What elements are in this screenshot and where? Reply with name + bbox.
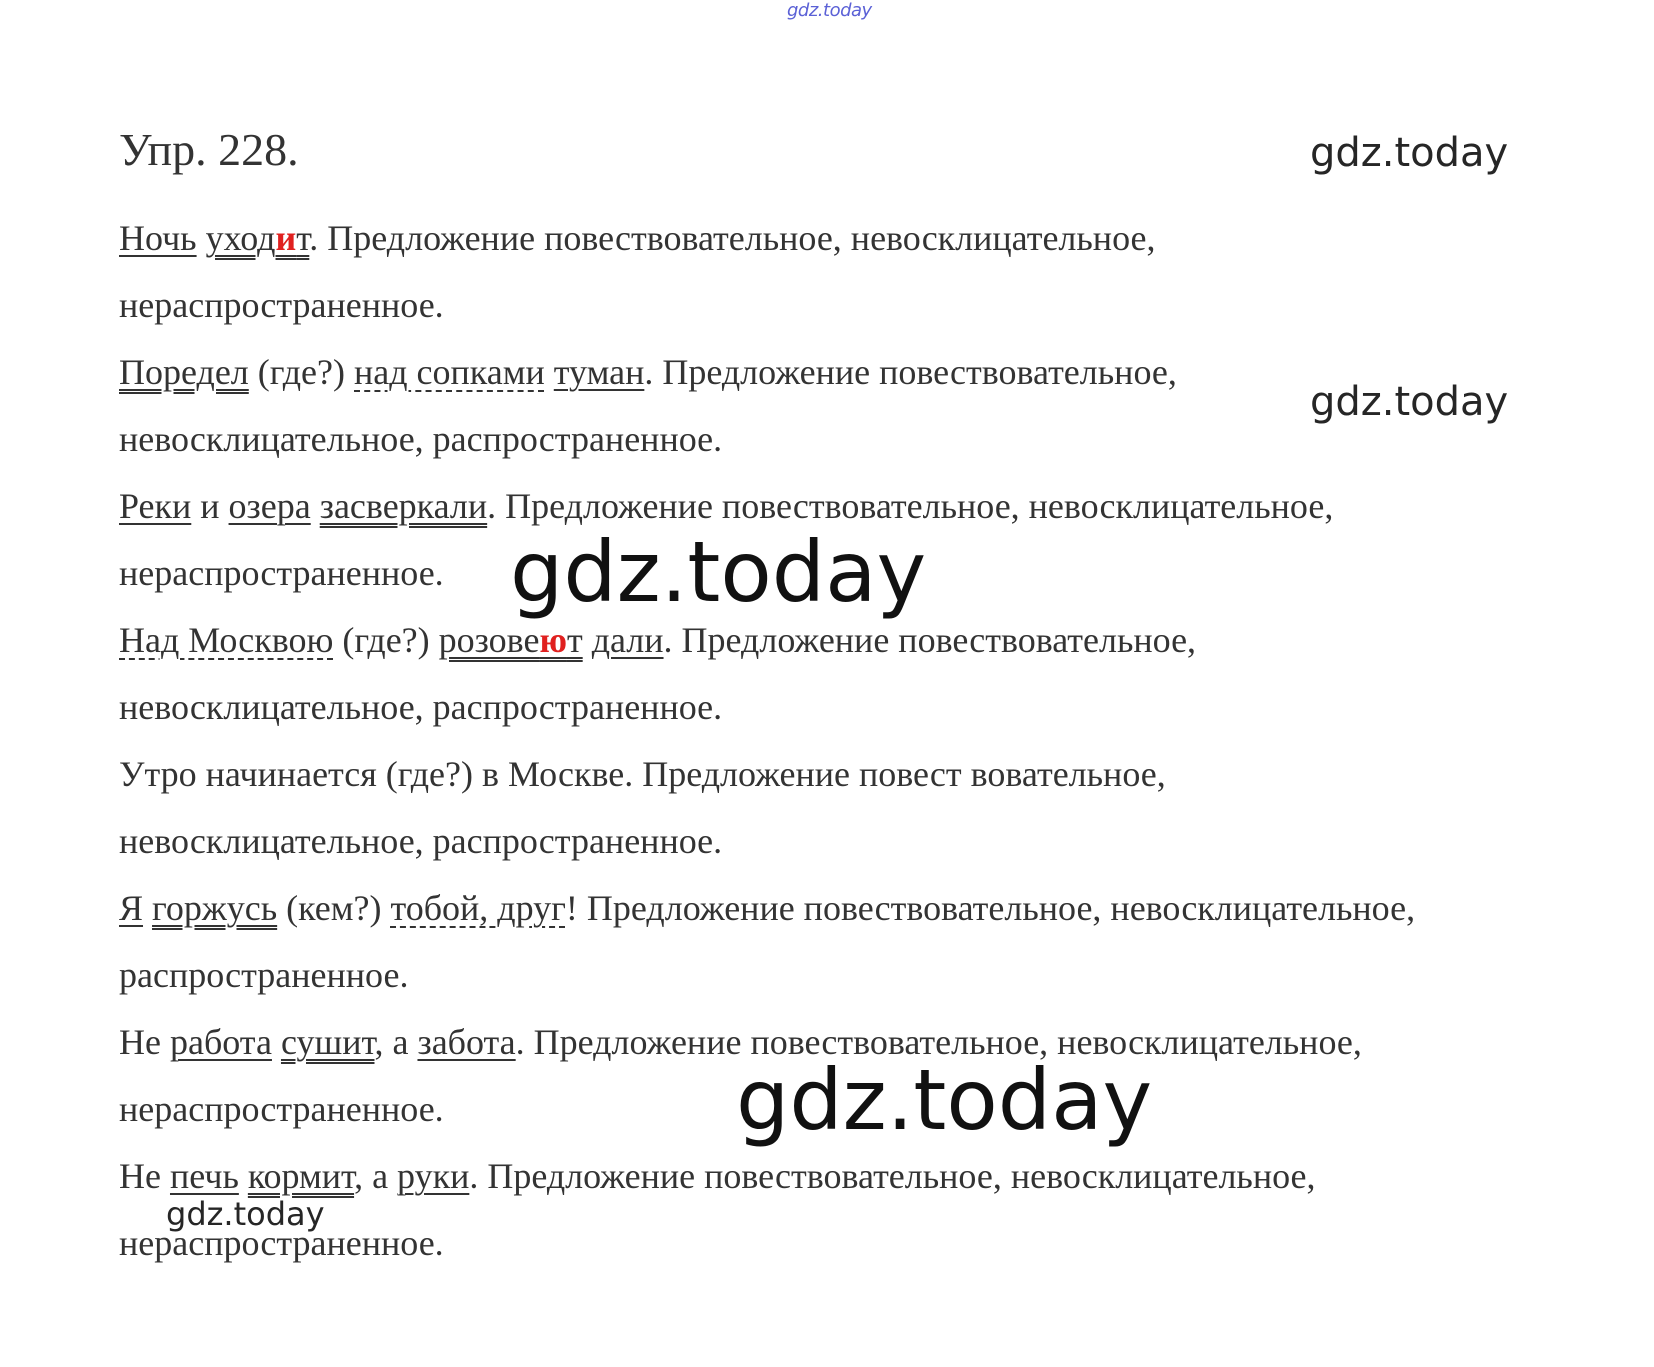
- watermark-small-left: gdz.today: [166, 1195, 325, 1233]
- sentence-analysis: . Предложение повествовательное, невосклицательное,: [309, 218, 1156, 258]
- highlighted-ending: и: [275, 218, 297, 258]
- sentence-7-line-2: нераспространенное.: [119, 1089, 444, 1129]
- sentence-8-line-1: Не печь кормит, а руки. Предложение повествовательное, невосклицательное,: [119, 1156, 1316, 1196]
- predicate: сушит: [280, 1022, 375, 1062]
- sentence-3-line-2: нераспространенное.: [119, 553, 444, 593]
- watermark-right-upper: gdz.today: [1310, 130, 1509, 176]
- subject: Ночь: [119, 218, 197, 258]
- predicate: Поредел: [119, 352, 249, 392]
- subject: печь: [169, 1156, 239, 1196]
- subject: туман: [553, 352, 645, 392]
- sentence-2-line-2: невосклицательное, распространенное.: [119, 419, 723, 459]
- subject: забота: [417, 1022, 516, 1062]
- subject: озера: [228, 486, 311, 526]
- predicate: кормит: [247, 1156, 355, 1196]
- watermark-right-lower: gdz.today: [1310, 379, 1509, 425]
- sentence-analysis: . Предложение повествовательное, невосклицательное,: [487, 486, 1334, 526]
- sentence-7-line-1: Не работа сушит, а забота. Предложение повествовательное, невосклицательное,: [119, 1022, 1362, 1062]
- predicate: уходит: [205, 218, 310, 258]
- object: тобой, друг: [390, 888, 566, 928]
- subject: дали: [591, 620, 664, 660]
- sentence-5-line-1: Утро начинается (где?) в Москве. Предложение повест вовательное,: [119, 754, 1166, 794]
- sentence-analysis: ! Предложение повествовательное, невосклицательное,: [565, 888, 1416, 928]
- sentence-8-line-2: нераспространенное.: [119, 1223, 444, 1263]
- subject: работа: [169, 1022, 272, 1062]
- sentence-analysis: . Предложение повествовательное,: [644, 352, 1177, 392]
- question: (где?): [248, 352, 354, 392]
- sentence-analysis: . Предложение повествовательное, невосклицательное,: [469, 1156, 1316, 1196]
- watermark-center-upper: gdz.today: [510, 523, 927, 621]
- watermark-top: gdz.today: [787, 0, 872, 21]
- highlighted-ending: ю: [539, 620, 567, 660]
- sentence-4-line-2: невосклицательное, распространенное.: [119, 687, 723, 727]
- sentence-6-line-2: распространенное.: [119, 955, 409, 995]
- sentence-analysis: . Предложение повествовательное, невосклицательное,: [515, 1022, 1362, 1062]
- sentence-1-line-1: [119, 205, 1559, 272]
- watermark-center-lower: gdz.today: [736, 1051, 1153, 1149]
- sentence-1-line-2: нераспространенное.: [119, 285, 444, 325]
- sentence-3-line-1: Реки и озера засверкали. Предложение повествовательное, невосклицательное,: [119, 486, 1334, 526]
- subject: Я: [119, 888, 144, 928]
- sentence-5-line-2: невосклицательное, распространенное.: [119, 821, 723, 861]
- adverbial: над сопками: [354, 352, 545, 392]
- predicate: засверкали: [319, 486, 488, 526]
- subject: руки: [397, 1156, 470, 1196]
- sentence-analysis: . Предложение повествовательное,: [663, 620, 1197, 660]
- sentence-6-line-1: [119, 875, 1559, 942]
- sentence-2-line-1: [119, 339, 1559, 406]
- question: (кем?): [277, 888, 391, 928]
- adverbial: Над Москвою: [119, 620, 334, 660]
- predicate: горжусь: [152, 888, 278, 928]
- subject: Реки: [119, 486, 192, 526]
- predicate: розовеют: [438, 620, 583, 660]
- exercise-title: Упр. 228.: [119, 124, 299, 175]
- question: (где?): [333, 620, 439, 660]
